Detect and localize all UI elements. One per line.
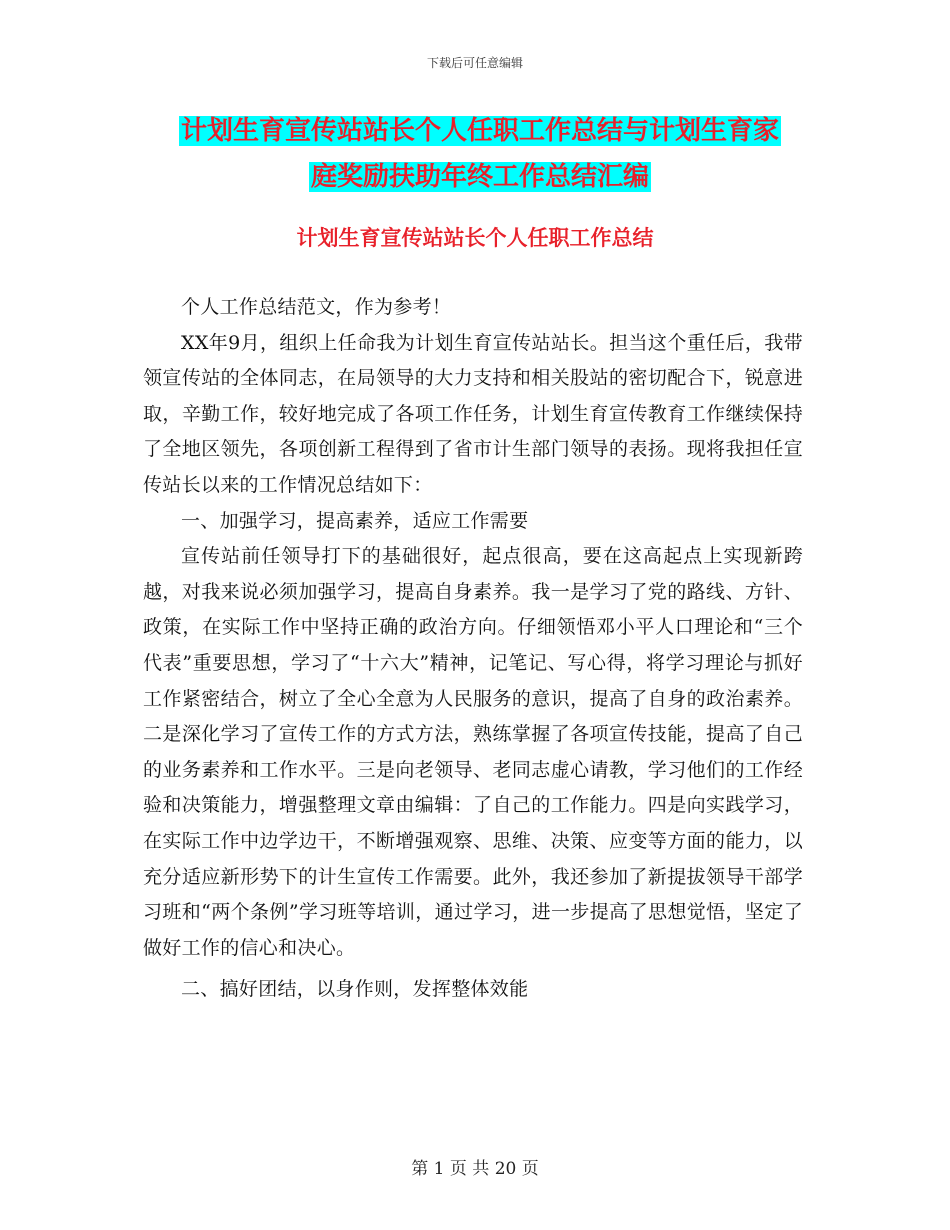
paragraph-overview: XX年9月，组织上任命我为计划生育宣传站站长。担当这个重任后，我带领宣传站的全体同志，在局领导的大力支持和相关股站的密切配合下，锐意进取，辛勤工作，较好地完成了各项工作任务，计划生育宣传教育工作继续保持了全地区领先，各项创新工程得到了省市计生部门领导的表扬。现将我担任宣传站长以来的工作情况总结如下： (143, 331, 803, 496)
heading-study: 一、加强学习，提高素养，适应工作需要 (181, 509, 529, 532)
page-number: 第 1 页 共 20 页 (411, 1159, 539, 1179)
heading-unity: 二、搞好团结，以身作则，发挥整体效能 (181, 978, 529, 1001)
title-line-1: 计划生育宣传站站长个人任职工作总结与计划生育家 (180, 116, 779, 146)
header-note: 下载后可任意编辑 (426, 56, 523, 70)
paragraph-study: 宣传站前任领导打下的基础很好，起点很高，要在这高起点上实现新跨越，对我来说必须加强学习，提高自身素养。我一是学习了党的路线、方针、政策，在实际工作中坚持正确的政治方向。仔细领悟邓小平人口理论和“三个代表”重要思想，学习了“十六大”精神，记笔记、写心得，将学习理论与抓好工作紧密结合，树立了全心全意为人民服务的意识，提高了自身的政治素养。二是深化学习了宣传工作的方式方法，熟练掌握了各项宣传技能，提高了自己的业务素养和工作水平。三是向老领导、老同志虚心请教，学习他们的工作经验和决策能力，增强整理文章由编辑：了自己的工作能力。四是向实践学习，在实际工作中边学边干，不断增强观察、思维、决策、应变等方面的能力，以充分适应新形势下的计生宣传工作需要。此外，我还参加了新提拔领导干部学习班和“两个条例”学习班等培训，通过学习，进一步提高了思想觉悟，坚定了做好工作的信心和决心。 (143, 545, 803, 959)
paragraph-intro: 个人工作总结范文，作为参考！ (181, 296, 452, 318)
body-text (143, 290, 803, 1008)
title-line-2: 庭奖励扶助年终工作总结汇编 (310, 162, 649, 192)
document-title (140, 108, 820, 200)
section-title: 计划生育宣传站站长个人任职工作总结 (296, 226, 654, 250)
